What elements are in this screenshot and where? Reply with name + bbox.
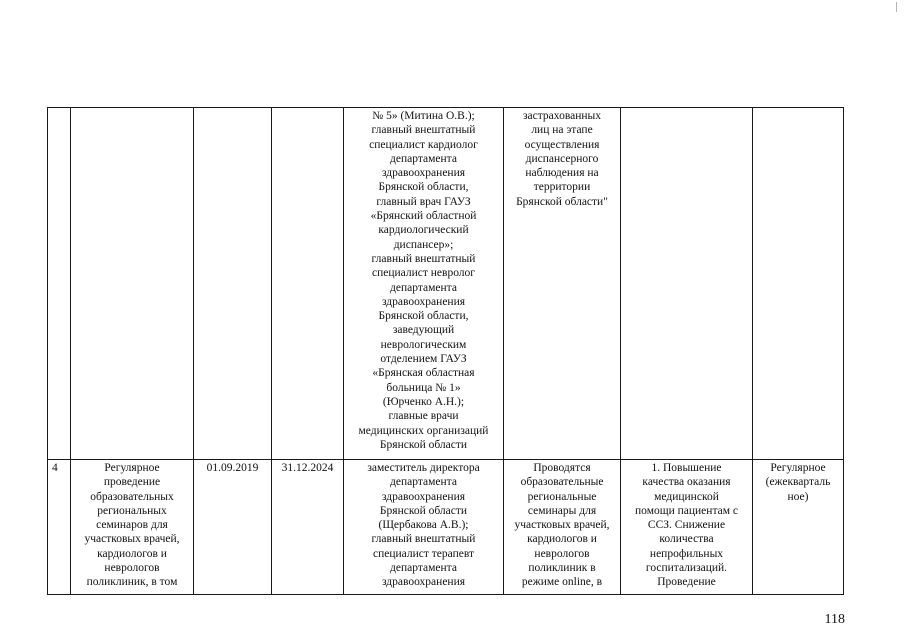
row-number-cell [48, 108, 71, 460]
result-cell: 1. Повышение качества оказания медицинской помощи пациентам с ССЗ. Снижение количества непрофильных госпитализаций. Проведение [621, 460, 753, 595]
event-cell [71, 108, 194, 460]
events-table [47, 107, 844, 595]
characteristic-cell: застрахованных лиц на этапе осуществления диспансерного наблюдения на территории Брянской области" [504, 108, 621, 460]
responsible-cell: заместитель директора департамента здравоохранения Брянской области (Щербакова А.В.); главный внештатный специалист терапевт департамента здравоохранения [344, 460, 504, 595]
table-row [48, 460, 844, 595]
edge-mark [896, 2, 897, 12]
characteristic-cell: Проводятся образовательные региональные семинары для участковых врачей, кардиологов и неврологов поликлиник в режиме online, в [504, 460, 621, 595]
table-row [48, 108, 844, 460]
responsible-cell: № 5» (Митина О.В.); главный внештатный специалист кардиолог департамента здравоохранения Брянской области, главный врач ГАУЗ «Брянский областной кардиологический диспансер»; главный внештатный специалист невролог департамента здравоохранения Брянской области, заведующий неврологическим отделением ГАУЗ «Брянская областная больница № 1» (Юрченко А.Н.); главные врачи медицинских организаций Брянской области [344, 108, 504, 460]
end-date-cell [272, 108, 344, 460]
row-number-cell: 4 [48, 460, 71, 595]
regularity-cell [753, 108, 844, 460]
page-number: 118 [824, 612, 845, 627]
start-date-cell: 01.09.2019 [194, 460, 272, 595]
regularity-cell: Регулярное (ежекварталь ное) [753, 460, 844, 595]
event-cell: Регулярное проведение образовательных региональных семинаров для участковых врачей, кардиологов и неврологов поликлиник, в том [71, 460, 194, 595]
start-date-cell [194, 108, 272, 460]
result-cell [621, 108, 753, 460]
end-date-cell: 31.12.2024 [272, 460, 344, 595]
